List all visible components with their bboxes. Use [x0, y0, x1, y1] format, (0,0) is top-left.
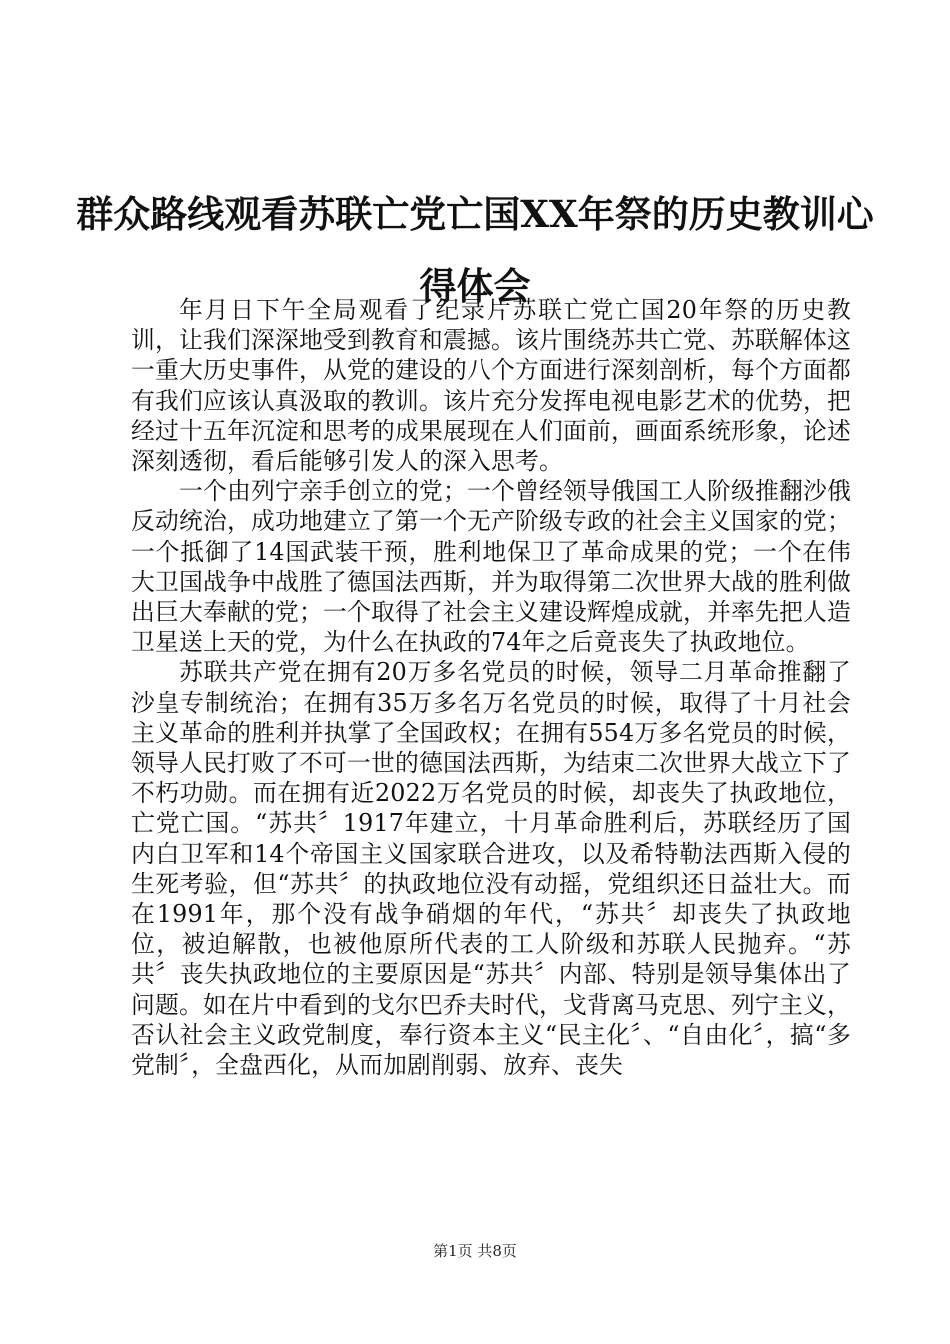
paragraph-2: 一个由列宁亲手创立的党；一个曾经领导俄国工人阶级推翻沙俄反动统治，成功地建立了第一个无产阶级专政的社会主义国家的党；一个抵御了14国武装干预，胜利地保卫了革命成果的党；一个在伟大卫国战争中战胜了德国法西斯，并为取得第二次世界大战的胜利做出巨大奉献的党；一个取得了社会主义建设辉煌成就，并率先把人造卫星送上天的党，为什么在执政的74年之后竟丧失了执政地位。: [131, 477, 851, 657]
paragraph-1: 年月日下午全局观看了纪录片苏联亡党亡国20年祭的历史教训，让我们深深地受到教育和震撼。该片围绕苏共亡党、苏联解体这一重大历史事件，从党的建设的八个方面进行深刻剖析，每个方面都有我们应该认真汲取的教训。该片充分发挥电视电影艺术的优势，把经过十五年沉淀和思考的成果展现在人们面前，画面系统形象，论述深刻透彻，看后能够引发人的深入思考。: [131, 296, 851, 476]
page-title: 群众路线观看苏联亡党亡国XX年祭的历史教训心得体会: [76, 192, 874, 308]
document-body: [131, 295, 851, 1080]
page-footer: 第1页 共8页: [433, 1242, 517, 1260]
paragraph-3: 苏联共产党在拥有20万多名党员的时候，领导二月革命推翻了沙皇专制统治；在拥有35万多名万名党员的时候，取得了十月社会主义革命的胜利并执掌了全国政权；在拥有554万多名党员的时候，领导人民打败了不可一世的德国法西斯，为结束二次世界大战立下了不朽功勋。而在拥有近2022万名党员的时候，却丧失了执政地位，亡党亡国。“苏共〞1917年建立，十月革命胜利后，苏联经历了国内白卫军和14个帝国主义国家联合进攻，以及希特勒法西斯入侵的生死考验，但“苏共〞的执政地位没有动摇，党组织还日益壮大。而在1991年，那个没有战争硝烟的年代，“苏共〞却丧失了执政地位，被迫解散，也被他原所代表的工人阶级和苏联人民抛弃。“苏共〞丧失执政地位的主要原因是“苏共〞内部、特别是领导集体出了问题。如在片中看到的戈尔巴乔夫时代，戈背离马克思、列宁主义，否认社会主义政党制度，奉行资本主义“民主化〞、“自由化〞，搞“多党制〞，全盘西化，从而加剧削弱、放弃、丧失: [131, 658, 851, 1080]
